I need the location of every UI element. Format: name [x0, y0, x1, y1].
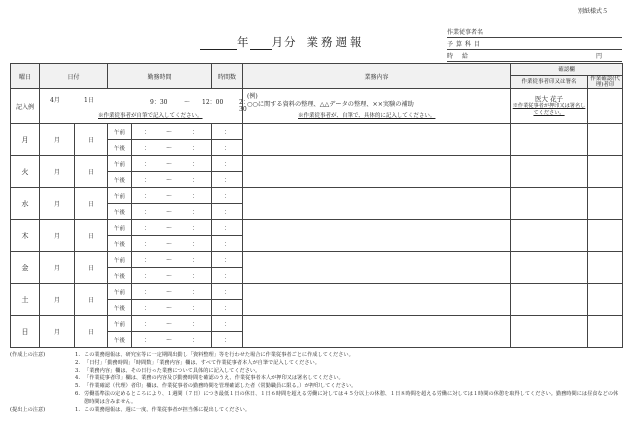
day-cell[interactable]: 日 — [75, 316, 108, 348]
time-range-cell[interactable]: ： 〜 ： — [132, 284, 212, 300]
example-signer-note: ※作業従事者が押印又は署名してください。 — [512, 102, 586, 116]
example-day: 1日 — [84, 97, 94, 104]
day-cell[interactable]: 日 — [75, 220, 108, 252]
note-item: 「作業従事者印」欄は、業務の内容及び勤務時間を確認のうえ、作業従事者本人が押印又は署名してください。 — [84, 375, 344, 382]
time-range-cell[interactable]: ： 〜 ： — [132, 236, 212, 252]
note-item: 労働基準法の定めるところにより、１週間（７日）につき最低１日の休日、１日６時間を超える労働に対しては４５分以上の休憩、１日８時間を超える労働に対しては１時間の休憩を取得してください。勤務時間には昼食などの休憩時間は含みません。 — [84, 390, 619, 405]
content-cell[interactable] — [243, 284, 511, 316]
example-label: 記入例 — [11, 89, 40, 124]
title-word: 業務週報 — [306, 35, 365, 49]
hour-count-cell[interactable]: ： — [212, 332, 243, 348]
note-item: この業務週報は、週に一度、作業従事者が担当係に提出してください。 — [84, 406, 251, 413]
example-supervisor-cell — [588, 89, 623, 124]
time-range-cell[interactable]: ： 〜 ： — [132, 124, 212, 140]
example-end: 12：00 — [202, 99, 224, 106]
time-range-cell[interactable]: ： 〜 ： — [132, 220, 212, 236]
time-range-cell[interactable]: ： 〜 ： — [132, 268, 212, 284]
supervisor-seal-cell[interactable] — [588, 156, 623, 188]
supervisor-seal-cell[interactable] — [588, 284, 623, 316]
hour-count-cell[interactable]: ： — [212, 172, 243, 188]
worker-seal-cell[interactable] — [511, 156, 588, 188]
info-row-name: 作業従事者名 — [447, 26, 622, 38]
example-note-left: ※作業従事者が自筆で記入してください。 — [98, 113, 203, 119]
hour-count-cell[interactable]: ： — [212, 188, 243, 204]
worker-seal-cell[interactable] — [511, 252, 588, 284]
day-cell[interactable]: 日 — [75, 188, 108, 220]
day-row-am — [11, 188, 623, 204]
month-blank — [250, 38, 272, 50]
content-cell[interactable] — [243, 316, 511, 348]
time-range-cell[interactable]: ： 〜 ： — [132, 252, 212, 268]
example-content-note: ※作業従事者が、自筆で、具体的に記入してください。 — [298, 113, 436, 119]
content-cell[interactable] — [243, 220, 511, 252]
am-label: 午前 — [108, 156, 132, 172]
time-range-cell[interactable]: ： 〜 ： — [132, 204, 212, 220]
supervisor-seal-cell[interactable] — [588, 188, 623, 220]
pm-label: 午後 — [108, 204, 132, 220]
hour-count-cell[interactable]: ： — [212, 236, 243, 252]
example-row — [11, 89, 623, 124]
am-label: 午前 — [108, 252, 132, 268]
note-item: 「作業確認（代理）者印」欄は、作業従事者の勤務時間を管理確認した者（常勤職員に限る。）が押印してください。 — [84, 383, 357, 390]
hour-count-cell[interactable]: ： — [212, 268, 243, 284]
pm-label: 午後 — [108, 236, 132, 252]
pm-label: 午後 — [108, 172, 132, 188]
pm-label: 午後 — [108, 140, 132, 156]
content-cell[interactable] — [243, 188, 511, 220]
weekday-cell: 木 — [11, 220, 40, 252]
worker-seal-cell[interactable] — [511, 124, 588, 156]
notes-submission-label: (提出上の注意) — [10, 406, 46, 413]
hour-count-cell[interactable]: ： — [212, 284, 243, 300]
month-cell[interactable]: 月 — [40, 284, 75, 316]
worker-seal-cell[interactable] — [511, 188, 588, 220]
am-label: 午前 — [108, 284, 132, 300]
info-row-budget: 予算科目 — [447, 38, 622, 50]
month-cell[interactable]: 月 — [40, 124, 75, 156]
month-cell[interactable]: 月 — [40, 316, 75, 348]
hour-count-cell[interactable]: ： — [212, 156, 243, 172]
example-start: 9：30 — [150, 99, 168, 106]
example-signer-cell — [511, 89, 588, 124]
content-cell[interactable] — [243, 252, 511, 284]
weekday-cell: 水 — [11, 188, 40, 220]
notes: (作成上の注意) 1. この業務週報は、研究室等に一定期間出勤し「資料整理」等を行わせた場合に作業従事者ごとに作成してください。 2. 「日付」「勤務時間」「時間数」「業務内容」欄は、すべて作業従事者本人が自筆で記入してください。 3. 「業務内容」欄は、その日行った業務について具体的に記入してください。 4. 「作業従事者印」欄は、業務の内容及び勤務時間を確認のうえ、作業従事者本人が押印又は署名してください。 5. 「作業確認（代理）者印」欄は、作業従事者の勤務時間を管理確認した者（常勤職員に限る。）が押印してください。 6. 労働基準法の定めるところにより、１週間（７日）につき最低１日の休日、１日６時間を超える労働に対しては４５分以上の休憩、１日８時間を超える労働に対しては１時間の休憩を取得してください。勤務時間には昼食などの休憩時間は含みません。 (提出上の注意) 1. この業務週報は、週に一度、作業従事者が担当係に提出してください。 — [10, 352, 622, 414]
day-row-am — [11, 124, 623, 140]
month-cell[interactable]: 月 — [40, 220, 75, 252]
worker-seal-cell[interactable] — [511, 316, 588, 348]
am-label: 午前 — [108, 220, 132, 236]
hour-count-cell[interactable]: ： — [212, 204, 243, 220]
header-confirm-supervisor: 作業確認(代理)者印 — [588, 76, 623, 89]
header-date: 日付 — [40, 64, 108, 89]
month-cell[interactable]: 月 — [40, 188, 75, 220]
supervisor-seal-cell[interactable] — [588, 316, 623, 348]
example-tag: (例) — [247, 93, 258, 100]
hour-count-cell[interactable]: ： — [212, 124, 243, 140]
supervisor-seal-cell[interactable] — [588, 124, 623, 156]
time-range-cell[interactable]: ： 〜 ： — [132, 332, 212, 348]
am-label: 午前 — [108, 124, 132, 140]
pm-label: 午後 — [108, 268, 132, 284]
header-content: 業務内容 — [243, 64, 511, 89]
weekday-cell: 月 — [11, 124, 40, 156]
time-range-cell[interactable]: ： 〜 ： — [132, 156, 212, 172]
day-cell[interactable]: 日 — [75, 124, 108, 156]
header-confirm: 確認欄 — [511, 64, 623, 76]
note-item: 「業務内容」欄は、その日行った業務について具体的に記入してください。 — [84, 367, 261, 374]
note-item: この業務週報は、研究室等に一定期間出勤し「資料整理」等を行わせた場合に作業従事者ごとに作成してください。 — [84, 352, 354, 358]
hour-count-cell[interactable]: ： — [212, 316, 243, 332]
time-range-cell[interactable]: ： 〜 ： — [132, 172, 212, 188]
month-suffix: 月分 — [271, 35, 297, 49]
weekday-cell: 火 — [11, 156, 40, 188]
info-block — [447, 26, 622, 62]
day-row-am — [11, 220, 623, 236]
month-cell[interactable]: 月 — [40, 156, 75, 188]
hour-count-cell[interactable]: ： — [212, 300, 243, 316]
weekly-report-table — [10, 63, 623, 348]
worker-seal-cell[interactable] — [511, 284, 588, 316]
info-row-wage: 時給 円 — [447, 50, 622, 62]
hour-count-cell[interactable]: ： — [212, 252, 243, 268]
hour-count-cell[interactable]: ： — [212, 220, 243, 236]
header-hour-count: 時間数 — [212, 64, 243, 89]
time-range-cell[interactable]: ： 〜 ： — [132, 140, 212, 156]
notes-creation-label: (作成上の注意) — [10, 352, 46, 358]
example-content-text: ○○に関する資料の整理、△△データの整理、××実験の補助 — [247, 101, 414, 108]
time-range-cell[interactable]: ： 〜 ： — [132, 316, 212, 332]
example-month: 4月 — [50, 97, 60, 104]
note-item: 「日付」「勤務時間」「時間数」「業務内容」欄は、すべて作業従事者本人が自筆で記入してください。 — [84, 359, 320, 366]
example-time-cell — [40, 89, 249, 124]
header-row — [11, 64, 623, 76]
month-cell[interactable]: 月 — [40, 252, 75, 284]
day-cell[interactable]: 日 — [75, 252, 108, 284]
year-blank — [200, 38, 237, 50]
day-row-am — [11, 252, 623, 268]
time-range-cell[interactable]: ： 〜 ： — [132, 188, 212, 204]
example-hours: 2：30 — [239, 99, 249, 113]
time-range-cell[interactable]: ： 〜 ： — [132, 300, 212, 316]
pm-label: 午後 — [108, 332, 132, 348]
form-id: 別紙様式５ — [578, 8, 609, 15]
header-weekday: 曜日 — [11, 64, 40, 89]
content-cell[interactable] — [243, 156, 511, 188]
header-hours: 勤務時間 — [108, 64, 212, 89]
weekday-cell: 土 — [11, 284, 40, 316]
pm-label: 午後 — [108, 300, 132, 316]
supervisor-seal-cell[interactable] — [588, 252, 623, 284]
header-confirm-worker: 作業従事者印又は署名 — [511, 76, 588, 89]
example-content — [243, 89, 511, 124]
day-row-am — [11, 316, 623, 332]
am-label: 午前 — [108, 188, 132, 204]
day-cell[interactable]: 日 — [75, 284, 108, 316]
am-label: 午前 — [108, 316, 132, 332]
hour-count-cell[interactable]: ： — [212, 140, 243, 156]
example-signer: 医大 花子 — [534, 94, 564, 103]
year-suffix: 年 — [237, 35, 250, 49]
page-title — [200, 34, 365, 50]
day-row-am — [11, 284, 623, 300]
weekday-cell: 金 — [11, 252, 40, 284]
weekday-cell: 日 — [11, 316, 40, 348]
day-row-am — [11, 156, 623, 172]
worker-seal-cell[interactable] — [511, 220, 588, 252]
content-cell[interactable] — [243, 124, 511, 156]
supervisor-seal-cell[interactable] — [588, 220, 623, 252]
example-tilde: 〜 — [184, 99, 191, 106]
day-cell[interactable]: 日 — [75, 156, 108, 188]
